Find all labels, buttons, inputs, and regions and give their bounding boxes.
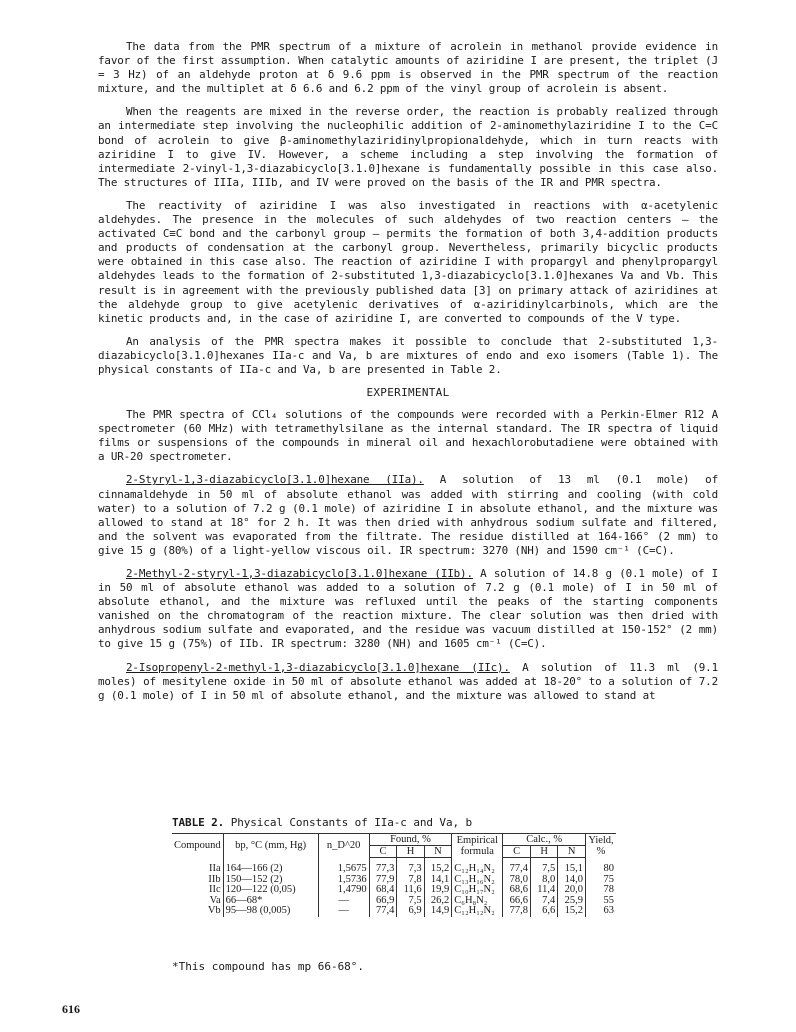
header-calc-c: C bbox=[503, 846, 531, 858]
cell-calc-h: 6,6 bbox=[530, 906, 557, 917]
cell-found-c: 66,9 bbox=[369, 896, 397, 907]
physical-constants-table bbox=[172, 833, 616, 917]
table-row bbox=[172, 906, 616, 917]
cell-bp: 66—68* bbox=[223, 896, 318, 907]
cell-yield: 75 bbox=[586, 875, 617, 886]
cell-found-c: 77,3 bbox=[369, 864, 397, 875]
table-label: TABLE 2. bbox=[172, 816, 225, 829]
cell-found-h: 7,8 bbox=[397, 875, 424, 886]
header-yield: Yield, % bbox=[586, 834, 617, 858]
cell-yield: 63 bbox=[586, 906, 617, 917]
cell-yield: 55 bbox=[586, 896, 617, 907]
paragraph: An analysis of the PMR spectra makes it possible to conclude that 2-substituted 1,3-diazabicyclo[3.1.0]hexanes IIa-c and Va, b are mixtures of endo and exo isomers (Table 1). The physical constants of IIa-c and Va, b are presented in Table 2. bbox=[98, 334, 718, 376]
cell-found-n: 15,2 bbox=[424, 864, 452, 875]
cell-bp: 164—166 (2) bbox=[223, 864, 318, 875]
section-heading: EXPERIMENTAL bbox=[366, 386, 450, 400]
cell-formula: C₁₃H₁₆N₂ bbox=[452, 875, 503, 886]
paragraph: When the reagents are mixed in the reverse order, the reaction is probably realized through an intermediate step involving the nucleophilic addition of 2-aminomethylaziridine I to the C=C bond of acrolein to give β-aminomethylaziridinylpropionaldehyde, which in turn reacts with aziridine I to give IV. However, a scheme including a step involving the formation of intermediate 2-vinyl-1,3-diazabicyclo[3.1.0]hexane is fundamentally possible in this case also. The structures of IIIa, IIIb, and IV were proved on the basis of the IR and PMR spectra. bbox=[98, 105, 718, 189]
cell-nd: — bbox=[318, 906, 369, 917]
header-bp: bp, °C (mm, Hg) bbox=[223, 834, 318, 858]
cell-bp: 120—122 (0,05) bbox=[223, 885, 318, 896]
cell-found-c: 77,9 bbox=[369, 875, 397, 886]
cell-found-h: 11,6 bbox=[397, 885, 424, 896]
cell-found-n: 14,9 bbox=[424, 906, 452, 917]
cell-found-h: 7,3 bbox=[397, 864, 424, 875]
header-calc: Calc., % bbox=[503, 834, 586, 846]
header-found-c: C bbox=[369, 846, 397, 858]
cell-yield: 78 bbox=[586, 885, 617, 896]
cell-found-c: 77,4 bbox=[369, 906, 397, 917]
header-found-n: N bbox=[424, 846, 452, 858]
cell-found-n: 26,2 bbox=[424, 896, 452, 907]
header-calc-n: N bbox=[558, 846, 586, 858]
cell-calc-c: 68,6 bbox=[503, 885, 531, 896]
cell-compound: IIb bbox=[208, 873, 221, 885]
body-text bbox=[98, 40, 718, 712]
cell-found-c: 68,4 bbox=[369, 885, 397, 896]
table-row bbox=[172, 864, 616, 875]
cell-found-n: 19,9 bbox=[424, 885, 452, 896]
cell-calc-c: 77,8 bbox=[503, 906, 531, 917]
cell-calc-n: 20,0 bbox=[558, 885, 586, 896]
procedure-body: A solution of 14.8 g (0.1 mole) of I in 50 ml of absolute ethanol was added to a solution of 7.2 g (0.1 mole) of I in 50 ml of absolute ethanol, and the mixture was refluxed until the peaks of the starting components vanished on the chromatogram of the reaction mixture. The clear solution was then dried with anhydrous sodium sulfate and evaporated, and the residue was vacuum distilled at 150-152° (2 mm) to give 15 g (75%) of IIb. IR spectrum: 3280 (NH) and 1605 cm⁻¹ (C=C). bbox=[98, 567, 718, 651]
header-calc-h: H bbox=[530, 846, 557, 858]
cell-found-h: 7,5 bbox=[397, 896, 424, 907]
cell-compound: Va bbox=[209, 894, 221, 906]
procedure-paragraph bbox=[98, 473, 718, 558]
paragraph: The data from the PMR spectrum of a mixture of acrolein in methanol provide evidence in favor of the first assumption. When catalytic amounts of aziridine I are present, the triplet (J = 3 Hz) of an aldehyde proton at δ 9.6 ppm is observed in the PMR spectrum of the reaction mixture, and the multiplet at δ 6.6 and 6.2 ppm of the vinyl group of acrolein is absent. bbox=[98, 40, 718, 96]
cell-compound: IIc bbox=[209, 884, 221, 895]
cell-calc-h: 7,4 bbox=[530, 896, 557, 907]
procedure-title: 2-Styryl-1,3-diazabicyclo[3.1.0]hexane (IIa). bbox=[126, 473, 424, 487]
procedure-title: 2-Methyl-2-styryl-1,3-diazabicyclo[3.1.0]hexane (IIb). bbox=[126, 567, 473, 580]
cell-calc-h: 11,4 bbox=[530, 885, 557, 896]
cell-calc-h: 7,5 bbox=[530, 864, 557, 875]
cell-calc-n: 15,1 bbox=[558, 864, 586, 875]
paragraph: The PMR spectra of CCl₄ solutions of the compounds were recorded with a Perkin-Elmer R12 A spectrometer (60 MHz) with tetramethylsilane as the internal standard. The IR spectra of liquid films or suspensions of the compounds in mineral oil and hexachlorobutadiene were obtained with a UR-20 spectrometer. bbox=[98, 408, 718, 464]
cell-yield: 80 bbox=[586, 864, 617, 875]
cell-formula: C₁₂H₁₂N₂ bbox=[452, 906, 503, 917]
cell-calc-c: 66,6 bbox=[503, 896, 531, 907]
cell-nd: 1,5675 bbox=[318, 864, 369, 875]
cell-formula: C₁₀H₁₇N₂ bbox=[452, 885, 503, 896]
header-compound: Compound bbox=[172, 834, 223, 858]
header-found: Found, % bbox=[369, 834, 452, 846]
procedure-body: A solution of 13 ml (0.1 mole) of cinnamaldehyde in 50 ml of absolute ethanol was added with stirring and cooling (with cold water) to a solution of 7.2 g (0.1 mole) of aziridine I in absolute ethanol, and the mixture was allowed to stand at 18° for 2 h. It was then dried with anhydrous sodium sulfate and filtered, and the solvent was evaporated from the filtrate. The residue distilled at 164-166° (2 mm) to give 15 g (80%) of a light-yellow viscous oil. IR spectrum: 3270 (NH) and 1590 cm⁻¹ (C=C). bbox=[98, 473, 718, 557]
header-found-h: H bbox=[397, 846, 424, 858]
cell-nd: — bbox=[318, 896, 369, 907]
header-nd: n_D^20 bbox=[318, 834, 369, 858]
table-caption bbox=[172, 816, 472, 829]
cell-calc-h: 8,0 bbox=[530, 875, 557, 886]
cell-nd: 1,4790 bbox=[318, 885, 369, 896]
procedure-body: A solution of 11.3 ml (9.1 moles) of mesitylene oxide in 50 ml of absolute ethanol was added at 18-20° to a solution of 7.2 g (0.1 mole) of I in 50 ml of absolute ethanol, and the mixture was allowed to stand at bbox=[98, 660, 718, 702]
procedure-title: 2-Isopropenyl-2-methyl-1,3-diazabicyclo[3.1.0]hexane (IIc). bbox=[126, 660, 510, 674]
cell-compound: Vb bbox=[207, 905, 221, 916]
table-row bbox=[172, 885, 616, 896]
cell-calc-c: 78,0 bbox=[503, 875, 531, 886]
page-number: 616 bbox=[62, 1002, 80, 1016]
cell-compound: IIa bbox=[209, 863, 221, 874]
table-footnote: *This compound has mp 66-68°. bbox=[172, 960, 365, 973]
procedure-paragraph bbox=[98, 661, 718, 703]
paragraph: The reactivity of aziridine I was also investigated in reactions with α-acetylenic aldehydes. The presence in the molecules of such aldehydes of two reaction centers — the activated C≡C bond and the carbonyl group — permits the formation of both 3,4-addition products and products of condensation at the carbonyl group. Nevertheless, primarily bicyclic products were obtained in this case also. The reaction of aziridine I with propargyl and phenylpropargyl aldehydes leads to the formation of 2-substituted 1,3-diazabicyclo[3.1.0]hexanes Va and Vb. This result is in agreement with the previously published data [3] on primary attack of aziridines at the aldehyde group to give acetylenic derivatives of α-aziridinylcarbinols, which are the kinetic products and, in the case of aziridine I, are converted to compounds of the V type. bbox=[98, 198, 718, 325]
table-title: Physical Constants of IIa-c and Va, b bbox=[224, 816, 473, 829]
cell-found-n: 14,1 bbox=[424, 875, 452, 886]
cell-calc-c: 77,4 bbox=[503, 864, 531, 875]
cell-found-h: 6,9 bbox=[397, 906, 424, 917]
cell-calc-n: 25,9 bbox=[558, 896, 586, 907]
cell-bp: 95—98 (0,005) bbox=[223, 906, 318, 917]
cell-formula: C₆H₈N₂ bbox=[452, 896, 503, 907]
cell-calc-n: 15,2 bbox=[558, 906, 586, 917]
cell-calc-n: 14,0 bbox=[558, 875, 586, 886]
cell-bp: 150—152 (2) bbox=[223, 875, 318, 886]
procedure-paragraph bbox=[98, 567, 718, 652]
cell-formula: C₁₂H₁₄N₂ bbox=[452, 864, 503, 875]
cell-nd: 1,5736 bbox=[318, 875, 369, 886]
header-formula: Empirical formula bbox=[452, 834, 503, 858]
